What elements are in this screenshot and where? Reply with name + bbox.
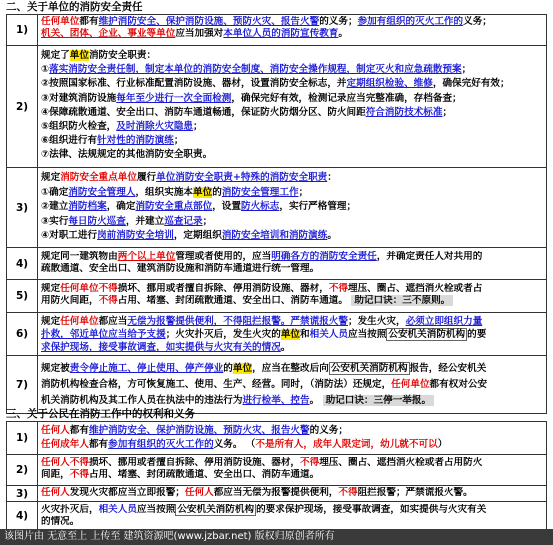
- line: ②按照国家标准、行业标准配置消防设施、器材，设置消防安全标志，并定期组织检验、维修，确保完好有效；: [41, 78, 510, 90]
- table-row: [7, 248, 546, 280]
- line: 规定同一建筑物由两个以上单位管理或者使用的，应当明确各方的消防安全责任，并确定责任人对共用的: [41, 251, 483, 262]
- row-text: [38, 356, 546, 413]
- line: 规定了单位消防安全职责：: [41, 50, 157, 61]
- line: 规定被责令停止施工、停止使用、停产停业的单位，应当在整改后向 公安机关消防机构 报告，经公安机关: [41, 363, 487, 374]
- line: 规定任何单位不得损坏、挪用或者擅自拆除、停用消防设施、器材，不得埋压、圈占、遮挡消火栓或者占: [41, 283, 483, 294]
- line: 间距，不得占用、堵塞、封闭疏散通道、安全出口、消防车通道。: [41, 469, 320, 480]
- row-text: [38, 280, 546, 312]
- section-title: 二、关于单位的消防安全责任: [6, 1, 143, 13]
- line: ⑦法律、法规规定的其他消防安全职责。: [41, 149, 213, 161]
- line: 机关消防机构及其工作人员在执法中的违法行为进行检举、控告。 助记口诀：三停一举报。: [41, 393, 543, 409]
- row-text: [38, 422, 546, 454]
- row-number: 3): [7, 486, 38, 501]
- row-number: 6): [7, 313, 38, 355]
- line: ⑥组织进行有针对性的消防演练；: [41, 135, 184, 147]
- row-number: 3): [7, 168, 38, 247]
- row-text: [38, 313, 546, 355]
- line: 机关、团体、企业、事业等单位应当加强对本单位人员的消防宣传教育。: [41, 28, 348, 39]
- row-text: [38, 15, 546, 45]
- row-number: 4): [7, 248, 38, 279]
- row-number: 1): [7, 15, 38, 45]
- row-number: 1): [7, 422, 38, 454]
- line: ③对建筑消防设施每年至少进行一次全面检测，确保完好有效，检测记录应当完整准确，存档备查；: [41, 92, 462, 104]
- row-text: [38, 46, 546, 167]
- table-row: [7, 356, 546, 413]
- line: 疏散通道、安全出口、建筑消防设施和消防车通道进行统一管理。: [41, 263, 320, 274]
- line: 任何人都有维护消防安全、保护消防设施、预防火灾、报告火警的义务；: [41, 425, 348, 436]
- table-row: [7, 15, 546, 46]
- line: 用防火间距，不得占用、堵塞、封闭疏散通道、安全出口、消防车通道。 助记口诀：三不原则。: [41, 295, 543, 307]
- line: 任何人不得损坏、挪用或者擅自拆除、停用消防设施、器材，不得埋压、圈占、遮挡消火栓或者占用防火: [41, 457, 483, 468]
- line: ④保障疏散通道、安全出口、消防车通道畅通，保证防火防烟分区、防火间距符合消防技术标准；: [41, 106, 453, 118]
- row-text: [38, 486, 546, 501]
- line: 任何人发现火灾都应当立即报警；任何人都应当无偿为报警提供便利，不得阻拦报警；严禁谎报火警。: [41, 487, 473, 498]
- table-row: [7, 422, 546, 455]
- line: ⑤组织防火检查，及时消除火灾隐患；: [41, 121, 203, 133]
- line: 规定消防安全重点单位履行单位消防安全职责+特殊的消防安全职责：: [41, 172, 337, 183]
- line: 扑救，邻近单位应当给予支援；火灾扑灭后，发生火灾的单位和相关人员应当按照 公安机关消防机构 的要: [41, 329, 487, 340]
- table-row: [7, 280, 546, 313]
- line: 消防机构检查合格，方可恢复施工、使用、生产、经营。同时，（消防法）还规定，任何单位都有权对公安: [41, 379, 488, 390]
- line: ①落实消防安全责任制，制定本单位的消防安全制度、消防安全操作规程，制定灭火和应急疏散预案；: [41, 64, 472, 76]
- citizen-table: [6, 421, 547, 531]
- row-text: [38, 502, 546, 530]
- row-text: [38, 248, 546, 279]
- line: 求保护现场，接受事故调查，如实提供与火灾有关的情况。: [41, 342, 291, 353]
- table-row: [7, 502, 546, 530]
- table-row: [7, 486, 546, 502]
- duties-table: [6, 14, 547, 414]
- row-number: 2): [7, 46, 38, 167]
- line: 火灾扑灭后，相关人员应当按照 公安机关消防机构 的要求保护现场，接受事故调查，如实提供与火灾有关: [41, 504, 487, 515]
- row-number: 7): [7, 356, 38, 413]
- line: 规定任何单位都应当无偿为报警提供便利，不得阻拦报警。严禁谎报火警；发生火灾，必须立即组织力量: [41, 316, 483, 327]
- table-row: [7, 168, 546, 248]
- line: 任何单位都有维护消防安全、保护消防设施、预防火灾、报告火警的义务；参加有组织的灭火工作的义务；: [41, 16, 492, 27]
- table-row: [7, 46, 546, 168]
- table-row: [7, 313, 546, 356]
- table-row: [7, 455, 546, 486]
- line: ①确定消防安全管理人，组织实施本单位的消防安全管理工作；: [41, 186, 309, 198]
- row-text: [38, 168, 546, 247]
- line: ④对职工进行岗前消防安全培训，定期组织消防安全培训和消防演练。: [41, 230, 337, 242]
- line: ②建立消防档案，确定消防安全重点部位，设置防火标志，实行严格管理；: [41, 201, 357, 213]
- watermark-footer: 该图片由 无意至上 上传至 建筑资源吧(www.jzbar.net) 版权归原创者所有: [0, 529, 553, 545]
- section-title: 三、关于公民在消防工作中的权利和义务: [6, 408, 195, 420]
- row-number: 4): [7, 502, 38, 530]
- line: ③实行每日防火巡查，并建立巡查记录；: [41, 215, 213, 227]
- line: 的情况。: [41, 516, 80, 527]
- line: 任何成年人都有参加有组织的灭火工作的义务。 （不是所有人，成年人限定词，幼儿就不可以）: [41, 439, 448, 450]
- row-text: [38, 455, 546, 485]
- row-number: 2): [7, 455, 38, 485]
- row-number: 5): [7, 280, 38, 312]
